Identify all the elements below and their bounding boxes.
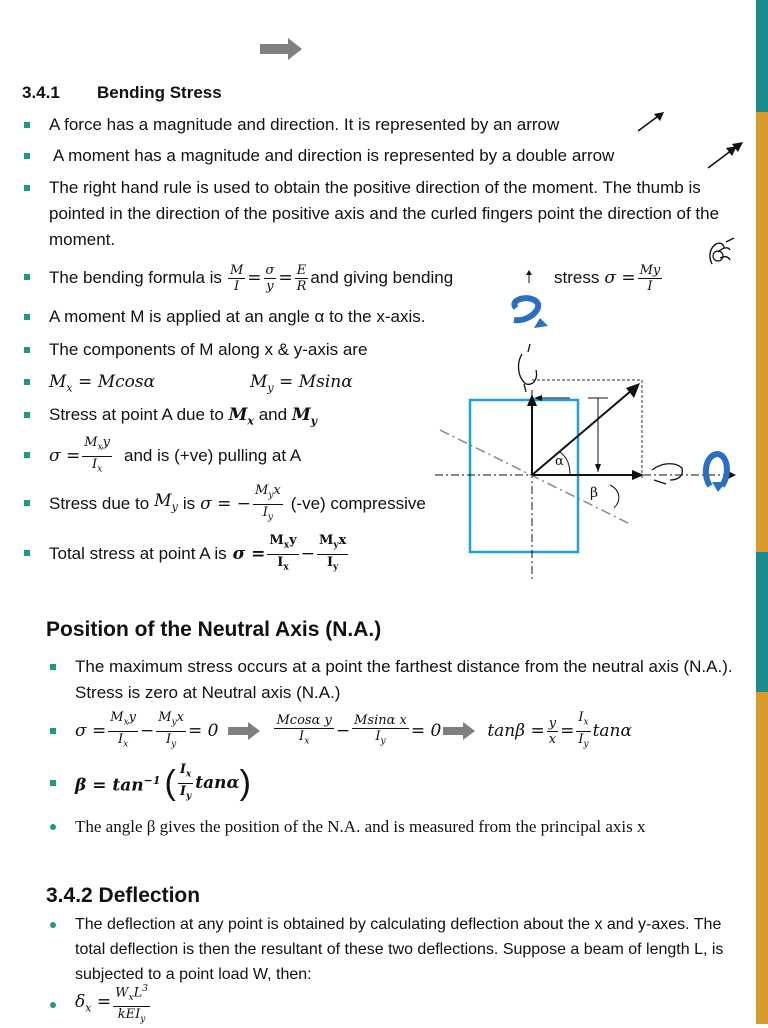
bullet-marker — [24, 550, 30, 556]
double-arrow-icon — [706, 140, 746, 175]
section-title: Bending Stress — [97, 83, 222, 102]
formula-stress: stress σ = $\frac{My}{I}$ — [554, 262, 661, 294]
rhr-bullet: The right hand rule is used to obtain the positive direction of the moment. The thumb is pointed in the direction of the positive axis and the curled fingers point the direction of the moment. — [49, 178, 720, 249]
bullet-marker — [50, 922, 56, 928]
bullet-marker — [24, 274, 30, 280]
moment-curl-right-icon — [706, 454, 727, 486]
bullet-marker — [50, 780, 56, 786]
bullet-marker — [50, 728, 56, 734]
bending-diagram — [430, 290, 750, 585]
deflection-text: The deflection at any point is obtained by calculating deflection about the x and y-axes. The total deflection is then the resultant of these two deflections. Suppose a beam of length L, is subjected to a point load W, then: — [75, 916, 724, 983]
formula-pre: The bending formula is — [49, 268, 222, 287]
implies-arrow-icon — [443, 722, 477, 740]
bullet-marker — [50, 1002, 56, 1008]
formula-mid: and giving bending — [310, 268, 454, 287]
bullet-marker — [24, 452, 30, 458]
hand-icon-right — [652, 464, 682, 484]
stress-my-bullet: Stress due to $M_y$ is σ = − $\frac{M_yx}{I_y}$ (-ve) compressive — [49, 482, 426, 523]
formula-bullet: The bending formula is $\frac{M}{I}$ = $\frac{\sigma}{y}$ = $\frac{E}{R}$ and giving bending — [49, 262, 454, 294]
bullet-marker — [24, 185, 30, 191]
small-up-arrow-icon — [524, 270, 534, 289]
alpha-label: α — [555, 454, 564, 469]
bullet-marker — [24, 122, 30, 128]
bullet-marker — [50, 664, 56, 670]
bullet-marker — [24, 412, 30, 418]
bullet-marker — [50, 824, 56, 830]
applied-bullet: A moment M is applied at an angle α to the x-axis. — [49, 307, 426, 326]
deflection-heading: 3.4.2 Deflection — [46, 884, 201, 907]
total-stress-bullet: Total stress at point A is σ = $\frac{M_xy}{I_x}$ − $\frac{M_yx}{I_y}$ — [49, 532, 347, 573]
na-heading: Position of the Neutral Axis (N.A.) — [46, 618, 382, 641]
bullet-marker — [24, 379, 30, 385]
bullet-marker — [24, 347, 30, 353]
sigma-pull-bullet: σ = $\frac{M_xy}{I_x}$ and is (+ve) pulling at A — [49, 434, 302, 475]
bullet-marker — [24, 153, 30, 159]
hand-icon — [704, 234, 740, 275]
force-bullet: A force has a magnitude and direction. It is represented by an arrow — [49, 115, 560, 134]
my-equation: $M_y = Msin\alpha$ — [250, 372, 353, 395]
hand-icon-top — [519, 344, 537, 392]
implies-arrow-icon — [228, 722, 262, 740]
components-bullet: The components of M along x & y-axis are — [49, 340, 368, 359]
max-stress-bullet: The maximum stress occurs at a point the farthest distance from the neutral axis (N.A.). Stress is zero at Neutral axis (N.A.) — [75, 657, 733, 702]
delta-x-equation: $\delta_x$ = $\frac{W_xL^3}{kEI_y}$ — [75, 984, 148, 1025]
mx-equation: $M_x = Mcos\alpha$ — [49, 372, 156, 395]
section-number: 3.4.1 — [22, 83, 60, 102]
beta-equation: $\beta = \tan^{-1}$ ( $\frac{I_x}{I_y}$ tanα ) — [75, 761, 251, 802]
angle-note: The angle β gives the position of the N.A. and is measured from the principal axis x — [75, 817, 646, 836]
moment-curl-icon — [514, 298, 538, 320]
sidebar-color-strip — [756, 0, 768, 1024]
na-equation-chain: σ = $\frac{M_xy}{I_x}$ − $\frac{M_yx}{I_y}$ = 0 $\frac{\text{Mcosα y}}{I_x}$ − $\frac{\text{Msinα x}}{I_y}$ = 0 tanβ = $\frac{y}{x}$ = $\frac{I_x}{I_y}$ tanα — [75, 709, 632, 750]
bullet-marker — [24, 500, 30, 506]
moment-bullet: A moment has a magnitude and direction is represented by a double arrow — [53, 146, 615, 165]
bullet-marker — [24, 314, 30, 320]
top-arrow-icon — [260, 38, 304, 65]
beta-label: β — [590, 485, 599, 501]
stress-a-bullet: Stress at point A due to $M_x$ and $M_y$ — [49, 405, 318, 428]
single-arrow-icon — [636, 110, 666, 139]
